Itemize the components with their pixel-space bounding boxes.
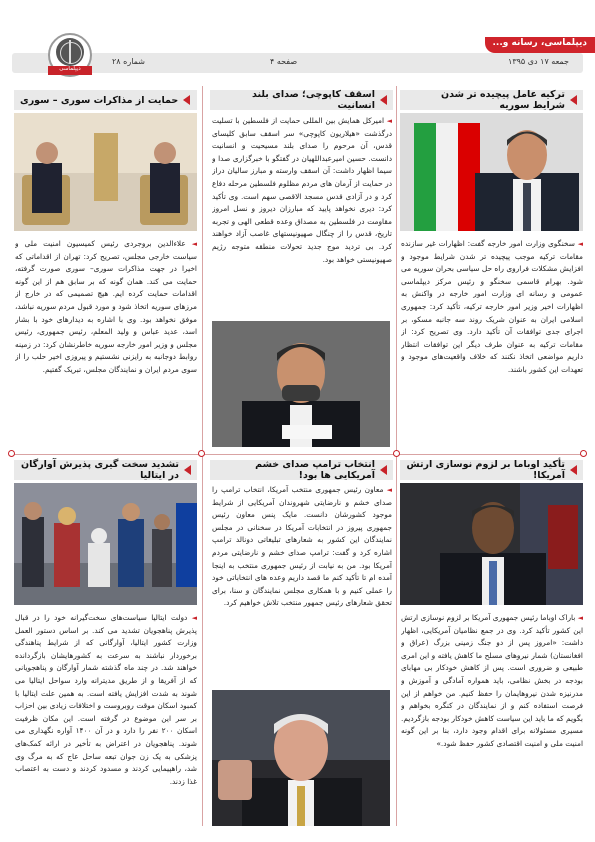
divider-node bbox=[580, 450, 587, 457]
body-text: معاون رئیس جمهوری منتخب آمریکا، انتخاب ترامپ را صدای خشم و نارضایتی شهروندان آمریکایی از شرایط موجود کشورشان دانست. مایک پنس معاون رئیس جمهوری پیروز در انتخابات آمریکا در سخنانی در مجلس نمایندگان این کشور به شعارهای تبلیغاتی دونالد ترامپ اشاره کرد و گفت: ترامپ صدای خشم و نارضایتی مردم آمریکا بود. من به نیابت از رئیس جمهوری منتخب به اینجا آمده ام تا تأکید کنم ما قصد داریم وعده های انتخاباتی خود را عملی کنیم و با همکاری مجلس نمایندگان و سنا، برای تحقق شعارهای رئیس جمهور منتخب تلاش خواهیم کرد. bbox=[212, 485, 392, 608]
date-text: جمعه ۱۷ دی ۱۳۹۵ bbox=[508, 57, 569, 66]
divider-node bbox=[8, 450, 15, 457]
pence-illustration bbox=[212, 690, 390, 826]
article-body bbox=[15, 612, 197, 830]
article-title bbox=[210, 90, 393, 110]
body-text: باراک اوباما رئیس جمهوری آمریکا بر لزوم نوسازی ارتش این کشور تأکید کرد. وی در جمع نظامیان آمریکایی، اظهار داشت: «امروز پس از دو جنگ زمینی بزرگ (عراق و افغانستان) شمار نیروهای مسلح ما کاهش یافته و این امری طبیعی و ضروری است. پس از کاهش خودکار بی مهابای بودجه در بخش نظامی، باید همواره آمادگی و آموزش و مدرنیزه شدن نیروهایمان را حفظ کنیم. من خواهم از این فرصت استفاده کنم و از نمایندگان در کنگره بخواهم و بگویم که ما باید این سیاست کاهش خودکار بودجه بازگردیم. مسیری مسئولانه برای اقدام وجود دارد، بنا بر این گونه امنیت ملی و امنیت اقتصادی کشور حفظ شود.» bbox=[401, 613, 583, 748]
row-divider bbox=[12, 454, 583, 455]
article-body bbox=[401, 238, 583, 450]
bullet-icon: ◄ bbox=[187, 614, 197, 622]
body-text: امیرکل همایش بین المللی حمایت از فلسطین با تسلیت درگذشت «هیلاریون کاپوچی» سر اسقف سابق کلیسای قدس، آن مرحوم را صدای بلند مسیحیت و انسانیت دانست. حسین امیرعبداللهیان در گفتگو با خبرگزاری صدا و سیما اظهار داشت: آن اسقف وارسته و مبارز سالیان دراز در حمایت از آرمان های مردم مظلوم فلسطین مرحله دفاع کرد و در آزادی قدس مسجد الاقصی سهم است. وی تأکید کرد: دیری نخواهد پایید که مبارزان دیروز و نسل امروز مقاومت در فلسطین به مصداق وعده قطعی الهی و تجربه تاریخ، قدس را از چنگال صهیونیستهای غاصب آزاد خواهند کرد. بی تردید موج جدید تحولات منطقه متوجه رژیم صهیونیستی خواهد بود. bbox=[212, 116, 392, 264]
title-text: ترکیه عامل پیچیده تر شدن شرایط سوریه bbox=[441, 89, 565, 111]
meeting-illustration bbox=[14, 113, 197, 231]
title-text: اسقف کاپوچی؛ صدای بلند انسانیت bbox=[252, 89, 375, 111]
title-text: تشدید سخت گیری پذیرش آوارگان در ایتالیا bbox=[21, 459, 179, 481]
title-marker bbox=[380, 465, 387, 475]
article-body bbox=[401, 612, 583, 830]
title-marker bbox=[380, 95, 387, 105]
article-body bbox=[212, 484, 392, 670]
title-marker bbox=[183, 95, 190, 105]
divider-node bbox=[393, 450, 400, 457]
bullet-icon: ◄ bbox=[383, 486, 392, 494]
spokesman-photo bbox=[400, 113, 583, 231]
article-body bbox=[15, 238, 197, 450]
article-title bbox=[400, 90, 583, 110]
globe-icon bbox=[56, 38, 84, 66]
body-text: سخنگوی وزارت امور خارجه گفت: اظهارات غیر سازنده مقامات ترکیه موجب پیچیده تر شدن شرایط موجود و افزایش مشکلات فراروی راه حل سیاسی بحران سوریه می شود. بهرام قاسمی سخنگو و رئیس مرکز دیپلماسی عمومی و رسانه ای وزارت امور خارجه در واکنش به اظهارات اخیر وزیر امور خارجه ترکیه، تأکید کرد: جمهوری اسلامی ایران به عنوان شریک روند سه جانبه مسکو، بر اجرای جدی توافقات آن تأکید دارد. وی تصریح کرد: از مقامات ترکیه به عنوان طرف دیگر این توافقات انتظار داریم مواضعی اتخاذ نکنند که خلاف واقعیت‌های موجود و تعهدات این کشور باشند. bbox=[401, 239, 583, 374]
refugees-illustration bbox=[14, 483, 197, 605]
bullet-icon: ◄ bbox=[575, 614, 583, 622]
title-text: تأکید اوباما بر لزوم نوسازی ارتش آمریکا! bbox=[406, 459, 565, 481]
refugees-photo bbox=[14, 483, 197, 605]
bullet-icon: ◄ bbox=[185, 240, 197, 248]
meeting-photo bbox=[14, 113, 197, 231]
body-text: دولت ایتالیا سیاست‌های سخت‌گیرانه خود را در قبال پذیرش پناهجویان تشدید می کند. بر اساس دستور العمل وزارت کشور ایتالیا، آوارگانی که از شرایط پناهندگی برخوردار نباشند به سرعت به کشورهایشان بازگردانده خواهند شد. در چند ماه گذشته شمار آوارگان و پناهجویانی که از آفریقا و از طریق مدیترانه وارد سواحل ایتالیا می شوند به شدت افزایش یافته است. به همین علت ایتالیا با کمبود اسکان موقت روبروست و اختلافات زیادی بین احزاب بر سر این موضوع در گرفته است. این مکان ظرفیت اسکان ۲۰۰ نفر را دارد و در آن ۱۴۰۰ آواره نگهداری می شوند. پناهجویان در اعتراض به تأخیر در ارائه کمک‌های پزشکی به یک زن جوان تبعه ساحل عاج که به مرگ وی شد، راهپیمایی کردند و مسدود کردند و دست به اعتصاب غذا زدند. bbox=[15, 613, 197, 786]
page-header bbox=[0, 0, 595, 78]
body-text: علاءالدین بروجردی رئیس کمیسیون امنیت ملی و سیاست خارجی مجلس، تصریح کرد: تهران از اقداماتی که اخیرا در جهت مذاکرات سوری– سوری صورت گرفته، حمایت می کند. همان گونه که بر سابق هم از این گونه اقدامات حمایت کرده ایم. هیچ تصمیمی که در خارج از مرزهای سوریه اتخاذ شود و مورد قبول مردم سوریه نباشد، موفق نخواهد بود. وی با اشاره به دیدارهای خود با بشار اسد، عدید عباس و ولید المعلم، رئیس جمهوری، رئیس مجلس و وزیر امور خارجه سوریه خاطرنشان کرد: در زمینه روابط دوجانبه به رایزنی نشستیم و پیروزی اخیر حلب را از سوی مردم ایران و نمایندگان مجلس، تبریک گفتیم. bbox=[15, 239, 197, 374]
amirabdollahian-illustration bbox=[212, 321, 390, 447]
divider-node bbox=[198, 450, 205, 457]
article-title bbox=[400, 460, 583, 480]
title-marker bbox=[184, 465, 191, 475]
obama-illustration bbox=[400, 483, 583, 605]
bullet-icon: ◄ bbox=[384, 117, 392, 125]
obama-photo bbox=[400, 483, 583, 605]
article-body bbox=[212, 115, 392, 313]
bullet-icon: ◄ bbox=[574, 240, 583, 248]
pence-photo bbox=[212, 690, 390, 826]
title-marker bbox=[570, 465, 577, 475]
brand-text: دیپلماسی، رسانه و... bbox=[492, 38, 587, 48]
page-number: صفحه ۴ bbox=[270, 57, 298, 66]
spokesman-illustration bbox=[400, 113, 583, 231]
title-text: انتخاب ترامپ صدای خشم آمریکایی ها بود! bbox=[255, 459, 375, 481]
logo-text: دیپلماسی bbox=[59, 66, 81, 72]
amirabdollahian-photo bbox=[212, 321, 390, 447]
article-title bbox=[210, 460, 393, 480]
article-title bbox=[14, 460, 197, 480]
article-title bbox=[14, 90, 197, 110]
header-strip bbox=[12, 53, 583, 73]
title-text: حمایت از مذاکرات سوری – سوری bbox=[20, 94, 179, 106]
title-marker bbox=[570, 95, 577, 105]
issue-number: شماره ۲۸ bbox=[112, 57, 145, 66]
